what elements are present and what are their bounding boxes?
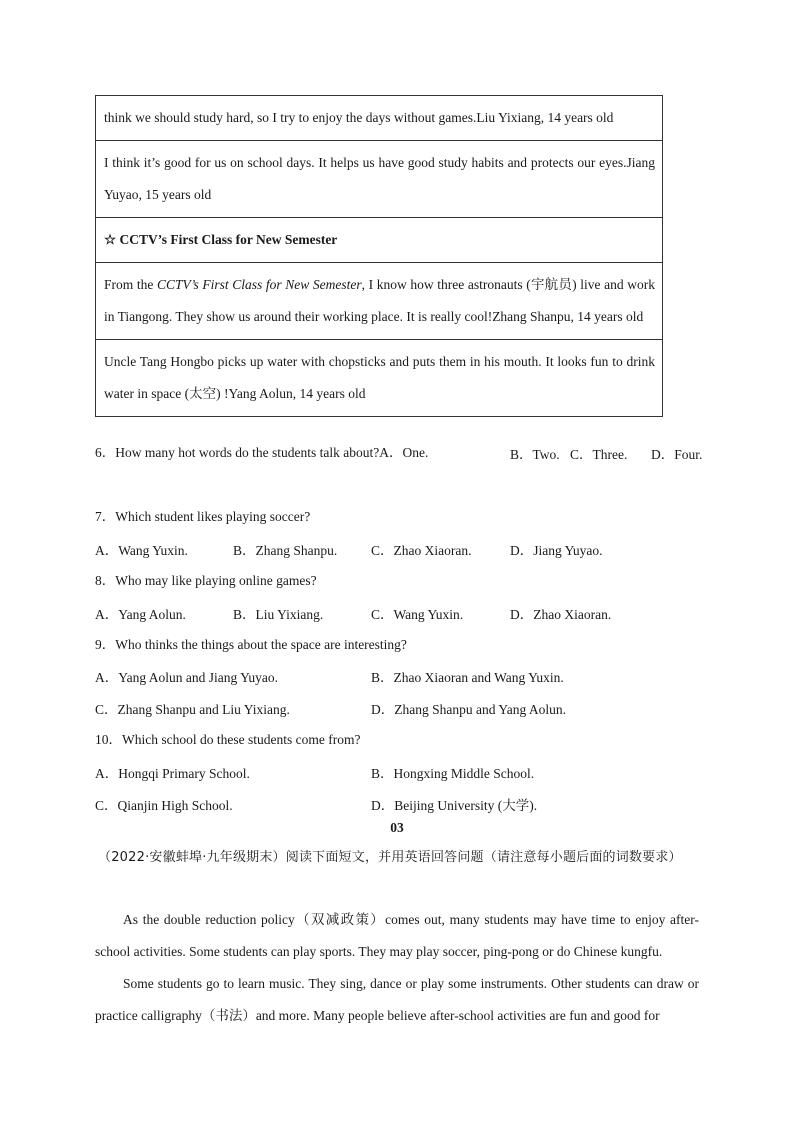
option: A．Yang Aolun and Jiang Yuyao. [95,670,279,685]
question-6: 6．How many hot words do the students talk about?A．One. [95,445,429,460]
question-9: 9．Who thinks the things about the space are interesting? [95,637,407,652]
table-row: I think it’s good for us on school days. It helps us have good study habits and protects our eyes.Jiang Yuyao, 15 years old [96,141,662,218]
table-row: think we should study hard, so I try to enjoy the days without games.Liu Yixiang, 14 years old [96,96,662,141]
passage-paragraph: As the double reduction policy（双减政策）comes out, many students may have time to enjoy after-school activities. Some students can play sports. They may play soccer, ping-pong or do Chinese kungfu. [95,912,699,959]
option: A．Yang Aolun. [95,607,186,622]
option: B．Hongxing Middle School. [371,766,535,781]
option: B．Zhao Xiaoran and Wang Yuxin. [371,670,564,685]
program-title: CCTV’s First Class for New Semester [157,277,362,292]
table-row [96,263,662,340]
row-text: From the [104,277,157,292]
option: B．Two. [510,447,560,462]
option: C．Wang Yuxin. [371,607,464,622]
option: A．Hongqi Primary School. [95,766,250,781]
row-text: , I know how three astronauts (宇航员) live and work in Tiangong. They show us around their working place. It is really cool!Zhang Shanpu, 14 years old [104,277,656,324]
question-10: 10．Which school do these students come from? [95,732,361,747]
option: C．Zhang Shanpu and Liu Yixiang. [95,702,290,717]
option: B．Zhang Shanpu. [233,543,338,558]
option: A．Wang Yuxin. [95,543,188,558]
option: C．Three. [570,447,628,462]
question-7: 7．Which student likes playing soccer? [95,509,311,524]
option: C．Qianjin High School. [95,798,233,813]
option: D．Zhao Xiaoran. [510,607,612,622]
section-source: （2022·安徽蚌埠·九年级期末）阅读下面短文，并用英语回答问题（请注意每小题后面的词数要求） [98,850,682,865]
option: B．Liu Yixiang. [233,607,324,622]
section-number: 03 [390,820,404,835]
option: D．Beijing University (大学). [371,798,538,813]
passage-paragraph: Some students go to learn music. They sing, dance or play some instruments. Other students can draw or practice calligraphy（书法）and more. Many people believe after-school activities are fun and good for [95,976,699,1023]
table-heading: ☆ CCTV’s First Class for New Semester [96,218,662,263]
reading-table [95,95,663,417]
option: C．Zhao Xiaoran. [371,543,472,558]
option: D．Zhang Shanpu and Yang Aolun. [371,702,566,717]
question-8: 8．Who may like playing online games? [95,573,317,588]
option: D．Jiang Yuyao. [510,543,603,558]
option: D．Four. [651,447,703,462]
table-row: Uncle Tang Hongbo picks up water with chopsticks and puts them in his mouth. It looks fun to drink water in space (太空) !Yang Aolun, 14 years old [104,354,655,401]
